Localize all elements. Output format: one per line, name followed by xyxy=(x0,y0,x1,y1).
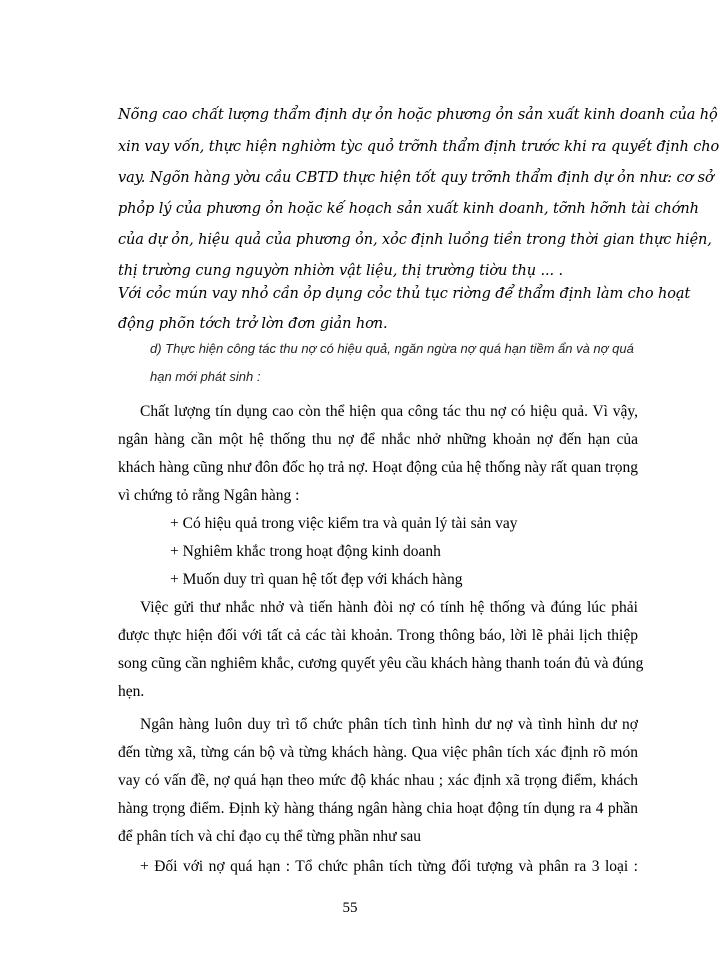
italic-line-4: phỏp lý của phương ỏn hoặc kế hoạch sản xuất kinh doanh, tỡnh hỡnh tài chớnh xyxy=(118,201,699,217)
section-heading-d-cont: hạn mới phát sinh : xyxy=(150,369,261,384)
bullet-3: + Muốn duy trì quan hệ tốt đẹp với khách hàng xyxy=(170,571,463,588)
italic-line-3: vay. Ngõn hàng yờu cầu CBTD thực hiện tốt quy trỡnh thẩm định dự ỏn như: cơ sở xyxy=(118,170,714,186)
italic-line-6: thị trường cung nguyờn nhiờn vật liệu, thị trường tiờu thụ ... . xyxy=(118,263,564,279)
section-heading-d: d) Thực hiện công tác thu nợ có hiệu quả, ngăn ngừa nợ quá hạn tiềm ẩn và nợ quá xyxy=(150,341,634,356)
page-number: 55 xyxy=(342,900,358,916)
para2-line-4: hẹn. xyxy=(118,683,145,700)
para3-line-5: để phân tích và chỉ đạo cụ thể từng phần như sau xyxy=(118,828,422,845)
italic-line-8: động phõn tớch trở lờn đơn giản hơn. xyxy=(118,316,388,332)
para1-line-4: vì chứng tỏ rằng Ngân hàng : xyxy=(118,487,300,504)
para3-line-2: đến từng xã, từng cán bộ và từng khách hàng. Qua việc phân tích xác định rõ món xyxy=(118,744,638,761)
para3-line-4: hàng trọng điểm. Định kỳ hàng tháng ngân hàng chia hoạt động tín dụng ra 4 phần xyxy=(118,800,638,817)
para2-line-2: được thực hiện đối với tất cả các tài khoản. Trong thông báo, lời lẽ phải lịch thiệp xyxy=(118,627,638,644)
italic-line-1: Nõng cao chất lượng thẩm định dự ỏn hoặc phương ỏn sản xuất kinh doanh của hộ xyxy=(118,107,718,123)
para4-line-1: + Đối với nợ quá hạn : Tổ chức phân tích từng đối tượng và phân ra 3 loại : xyxy=(140,858,638,875)
para1-line-3: khách hàng cũng như đôn đốc họ trả nợ. Hoạt động của hệ thống này rất quan trọng xyxy=(118,459,638,476)
para1-line-1: Chất lượng tín dụng cao còn thể hiện qua công tác thu nợ có hiệu quả. Vì vậy, xyxy=(140,403,638,420)
para2-line-3: song cũng cần nghiêm khắc, cương quyết yêu cầu khách hàng thanh toán đủ và đúng xyxy=(118,655,644,672)
para2-line-1: Việc gửi thư nhắc nhở và tiến hành đòi nợ có tính hệ thống và đúng lúc phải xyxy=(140,599,638,616)
bullet-2: + Nghiêm khắc trong hoạt động kinh doanh xyxy=(170,543,441,560)
bullet-1: + Có hiệu quả trong việc kiểm tra và quản lý tài sản vay xyxy=(170,515,518,532)
para3-line-3: vay có vấn đề, nợ quá hạn theo mức độ khác nhau ; xác định xã trọng điểm, khách xyxy=(118,772,638,789)
italic-line-7: Với cỏc mún vay nhỏ cần ỏp dụng cỏc thủ tục riờng để thẩm định làm cho hoạt xyxy=(118,286,691,302)
italic-line-5: của dự ỏn, hiệu quả của phương ỏn, xỏc định luồng tiền trong thời gian thực hiện, xyxy=(118,232,712,248)
para3-line-1: Ngân hàng luôn duy trì tổ chức phân tích tình hình dư nợ và tình hình dư nợ xyxy=(140,716,638,733)
para1-line-2: ngân hàng cần một hệ thống thu nợ để nhắc nhở những khoản nợ đến hạn của xyxy=(118,431,638,448)
italic-line-2: xin vay vốn, thực hiện nghiờm tỳc quỏ trỡnh thẩm định trước khi ra quyết định cho xyxy=(118,139,719,155)
